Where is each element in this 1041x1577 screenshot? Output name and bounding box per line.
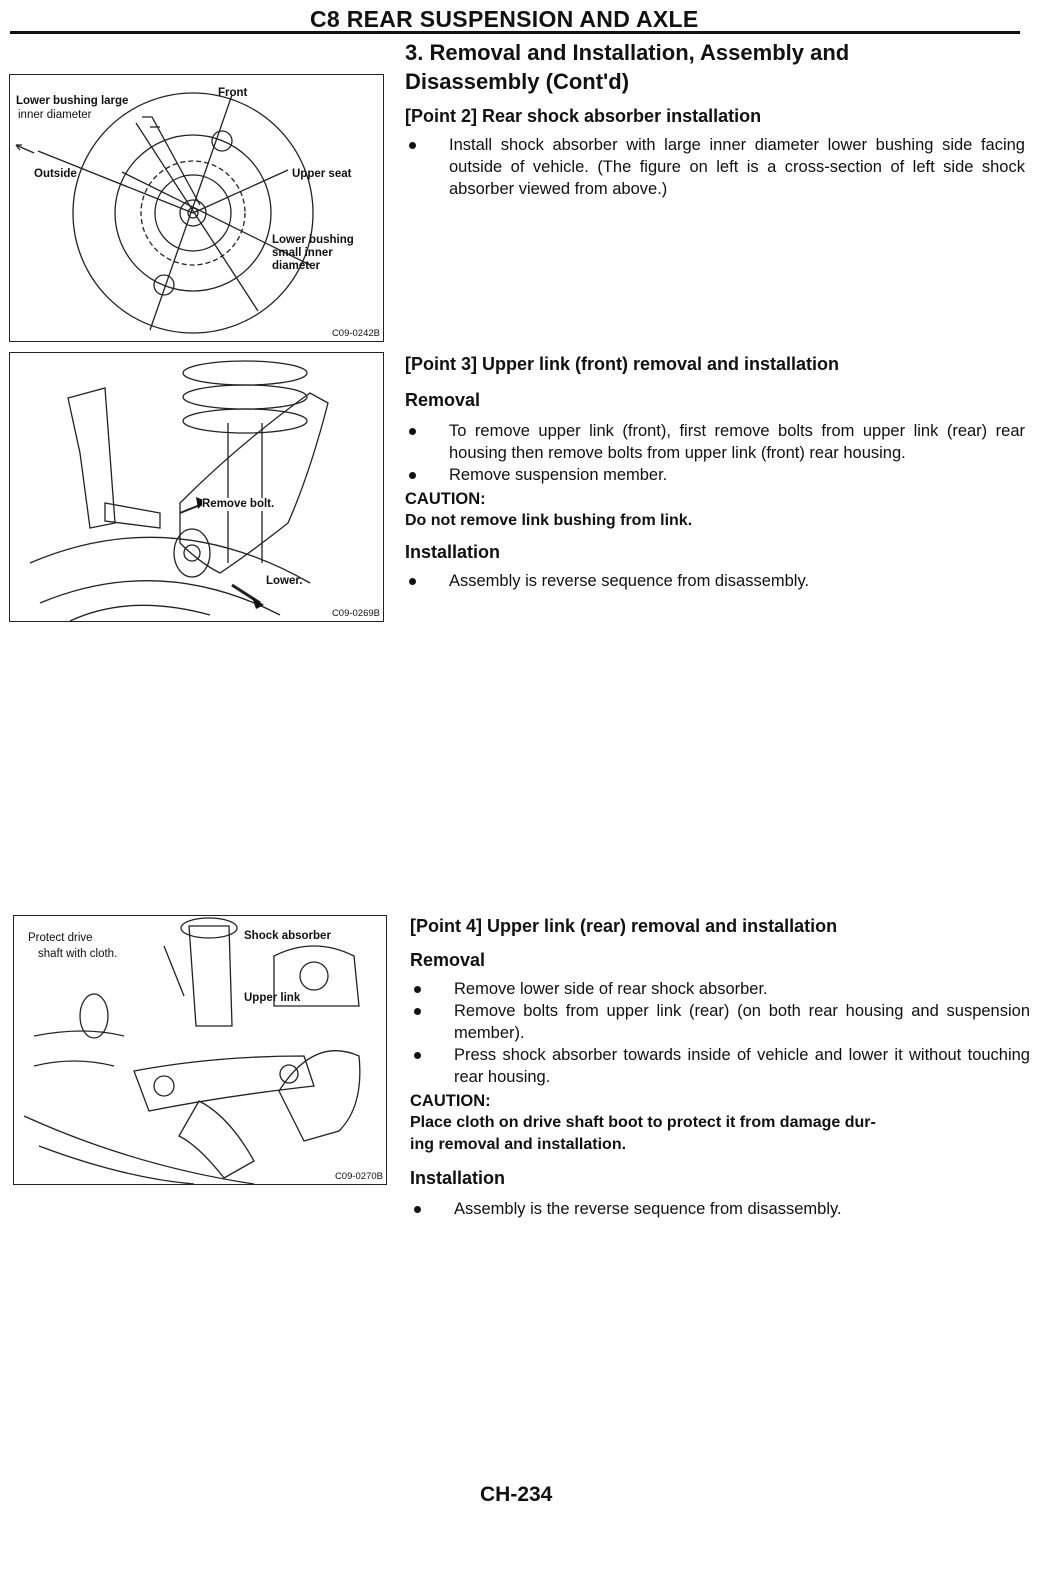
point2-title: [Point 2] Rear shock absorber installation xyxy=(405,106,762,126)
figure-code: C09-0270B xyxy=(334,1171,383,1182)
point4-block xyxy=(410,914,1030,1220)
point3-caution-head: CAUTION: xyxy=(405,490,486,508)
list-item: Assembly is reverse sequence from disassembly. xyxy=(405,570,1025,592)
point2-block xyxy=(405,38,1025,200)
list-item: Remove lower side of rear shock absorber. xyxy=(410,978,1030,1000)
figure-upper-link-front xyxy=(9,352,384,622)
point4-removal-title: Removal xyxy=(410,950,486,970)
page-number: CH-234 xyxy=(480,1483,553,1506)
bullet-icon xyxy=(409,428,416,435)
label-lower-large-1: Lower bushing large xyxy=(16,95,129,107)
section-title-line2: Disassembly (Cont'd) xyxy=(405,69,630,94)
list-item: Assembly is the reverse sequence from disassembly. xyxy=(410,1198,1030,1220)
bullet-icon xyxy=(409,578,416,585)
figure-upper-link-rear xyxy=(13,915,387,1185)
page-header xyxy=(10,4,1020,34)
point4-caution-text-line1: Place cloth on drive shaft boot to protect it from damage dur- xyxy=(410,1114,876,1131)
label-front: Front xyxy=(218,87,248,99)
page-title: C8 REAR SUSPENSION AND AXLE xyxy=(310,6,699,32)
point4-title: [Point 4] Upper link (rear) removal and installation xyxy=(410,916,838,936)
bullet-icon xyxy=(414,1052,421,1059)
figure-code: C09-0269B xyxy=(331,608,380,619)
label-shock-absorber: Shock absorber xyxy=(244,930,331,942)
bullet-icon xyxy=(414,986,421,993)
label-lower-small-3: diameter xyxy=(272,260,320,272)
label-protect-2: shaft with cloth. xyxy=(38,948,118,960)
point3-removal-title: Removal xyxy=(405,390,481,410)
label-lower-small-1: Lower bushing xyxy=(272,234,354,246)
label-lower-large-2: inner diameter xyxy=(18,109,92,121)
point3-caution-text: Do not remove link bushing from link. xyxy=(405,512,693,529)
point3-installation-title: Installation xyxy=(405,542,501,562)
point4-installation-title: Installation xyxy=(410,1168,506,1188)
list-item: Remove bolts from upper link (rear) (on both rear housing and suspension member). xyxy=(410,1000,1030,1044)
label-lower: Lower. xyxy=(266,575,303,587)
label-upper-link: Upper link xyxy=(244,992,301,1004)
point4-caution-text-line2: ing removal and installation. xyxy=(410,1136,627,1153)
bullet-icon xyxy=(414,1008,421,1015)
upper-link-front-drawing xyxy=(10,353,383,621)
label-protect-1: Protect drive xyxy=(28,932,93,944)
figure-code: C09-0242B xyxy=(331,328,380,339)
label-outside: Outside xyxy=(34,168,77,180)
label-upper-seat: Upper seat xyxy=(292,168,352,180)
bullet-icon xyxy=(414,1206,421,1213)
list-item: Install shock absorber with large inner diameter lower bushing side facing outside of vehicle. (The figure on left is a cross-section of left side shock absorber viewed from above.) xyxy=(405,134,1025,200)
list-item: Remove suspension member. xyxy=(405,464,1025,486)
bullet-icon xyxy=(409,472,416,479)
label-lower-small-2: small inner xyxy=(272,247,333,259)
section-title-line1: 3. Removal and Installation, Assembly and xyxy=(405,40,850,65)
label-remove-bolt: Remove bolt. xyxy=(202,498,275,510)
point3-block xyxy=(405,352,1025,592)
figure-shock-cross-section xyxy=(9,74,384,342)
list-item: Press shock absorber towards inside of vehicle and lower it without touching rear housing. xyxy=(410,1044,1030,1088)
point3-title: [Point 3] Upper link (front) removal and installation xyxy=(405,354,840,374)
bullet-icon xyxy=(409,142,416,149)
list-item: To remove upper link (front), first remove bolts from upper link (rear) rear housing then remove bolts from upper link (front) rear housing. xyxy=(405,420,1025,464)
point4-caution-head: CAUTION: xyxy=(410,1092,491,1110)
